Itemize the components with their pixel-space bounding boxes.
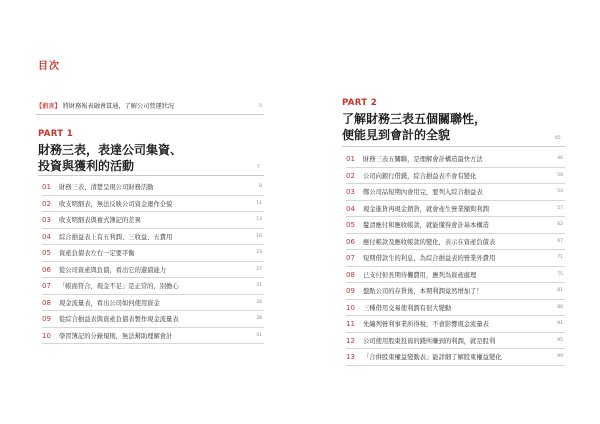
chapter-number: 06 (42, 265, 51, 274)
chapter-page-number: 67 (557, 238, 563, 244)
part1-chapter-list (42, 179, 264, 344)
chapter-page-number: 11 (256, 200, 262, 206)
chapter-page-number: 13 (256, 217, 262, 222)
chapter-number: 08 (42, 298, 51, 307)
part2-heading-line2: 便能見到會計的全貌 (342, 128, 451, 142)
chapter-title: 收支明細表與複式簿記的差異 (59, 217, 141, 224)
chapter-title: 「合併股東權益變動表」能詳細了解股東權益變化 (363, 354, 502, 361)
chapter-page-number: 95 (557, 337, 563, 343)
chapter-title: 公司向銀行借錢，綜合損益表不會有變化 (363, 172, 477, 180)
chapter-page-number: 38 (256, 316, 262, 321)
chapter-title: 釐清應付和應收帳款，就能懂得會計基本構造 (363, 222, 489, 229)
chapter-row[interactable] (346, 201, 565, 218)
part1-page-number: 7 (257, 165, 260, 170)
chapter-page-number: 57 (557, 205, 563, 211)
chapter-number: 03 (346, 188, 355, 196)
chapter-title: 財務三表，清楚呈現公司財務活動 (59, 184, 154, 191)
chapter-row[interactable] (42, 262, 264, 279)
part1-label: PART 1 (38, 129, 74, 139)
chapter-number: 05 (346, 221, 355, 229)
chapter-row[interactable] (346, 316, 565, 333)
chapter-row[interactable] (346, 184, 565, 201)
chapter-title: 收支明細表，無法反映公司資金運作全貌 (59, 200, 173, 208)
chapter-row[interactable] (42, 229, 264, 246)
chapter-row[interactable] (346, 217, 565, 234)
chapter-row[interactable] (42, 311, 264, 328)
chapter-number: 11 (346, 320, 355, 328)
chapter-page-number: 50 (557, 172, 563, 178)
chapter-number: 10 (346, 303, 355, 312)
chapter-title: 應付帳款及應收帳款的變化，表示在資產負債表 (363, 238, 496, 246)
chapter-number: 05 (42, 249, 51, 257)
chapter-row[interactable] (346, 349, 565, 366)
chapter-row[interactable] (346, 267, 565, 284)
chapter-title: 已支付但長期待攤費用，應列為資產處理 (363, 271, 477, 279)
chapter-row[interactable] (346, 333, 565, 350)
chapter-title: 先編列營利事業所得稅，不會影響現金流量表 (363, 321, 489, 328)
chapter-number: 09 (42, 315, 51, 323)
chapter-row[interactable] (42, 245, 264, 262)
chapter-row[interactable] (346, 250, 565, 267)
chapter-number: 06 (346, 237, 355, 246)
chapter-row[interactable] (42, 179, 264, 196)
chapter-title: 公司使用股東投資的錢所賺到的利潤，就是股利 (363, 337, 496, 345)
chapter-page-number: 8 (259, 184, 262, 189)
chapter-row[interactable] (346, 168, 565, 185)
chapter-title: 資產負債表左右一定要平衡 (59, 250, 135, 257)
chapter-row[interactable] (42, 196, 264, 213)
chapter-number: 07 (346, 254, 355, 262)
chapter-title: 財務三表五關聯，是理解會計構造最快方法 (363, 156, 483, 163)
part2-page-number: 45 (555, 136, 561, 141)
chapter-number: 07 (42, 282, 51, 290)
chapter-title: 盤點公司的存貨後，本期利潤竟然增加了！ (363, 288, 483, 295)
chapter-page-number: 16 (256, 233, 262, 239)
chapter-title: 三種借用交易使利潤有很大變動 (363, 304, 452, 312)
chapter-number: 08 (346, 270, 355, 279)
chapter-page-number: 86 (557, 304, 563, 310)
chapter-number: 01 (346, 155, 355, 163)
chapter-row[interactable] (42, 295, 264, 312)
part1-heading[interactable] (38, 142, 182, 174)
chapter-row[interactable] (346, 300, 565, 317)
chapter-number: 02 (346, 171, 355, 180)
part2-chapter-list (346, 151, 565, 366)
chapter-row[interactable] (346, 151, 565, 168)
chapter-title: 短期借款生的利息，為綜合損益表的營業外費用 (363, 255, 496, 262)
chapter-page-number: 75 (557, 271, 563, 277)
toc-title: 目次 (38, 61, 60, 72)
part1-heading-line1: 財務三表，表達公司集資、 (38, 143, 183, 157)
preface-page-number: 5 (259, 104, 262, 109)
chapter-number: 10 (42, 331, 51, 340)
part1-heading-line2: 投資與獲利的活動 (38, 159, 135, 173)
part2-heading-line1: 了解財務三表五個關聯性， (342, 112, 487, 126)
chapter-number: 04 (346, 204, 355, 213)
chapter-row[interactable] (346, 283, 565, 300)
chapter-row[interactable] (346, 234, 565, 251)
chapter-number: 01 (42, 183, 51, 191)
chapter-title: 從綜合損益表與資產負債表製作現金流量表 (59, 316, 179, 323)
chapter-number: 02 (42, 199, 51, 208)
chapter-page-number: 62 (557, 222, 563, 227)
chapter-page-number: 34 (256, 299, 262, 305)
part1-divider (38, 175, 264, 176)
chapter-page-number: 91 (557, 321, 563, 326)
chapter-page-number: 31 (256, 283, 262, 288)
chapter-title: 鄭公司品短期內會用完，要列入綜合損益表 (363, 189, 483, 196)
chapter-page-number: 46 (557, 156, 563, 161)
chapter-page-number: 81 (557, 288, 563, 293)
chapter-title: 綜合損益表上有五利潤、三收益、五費用 (59, 233, 173, 241)
part2-heading[interactable] (342, 111, 486, 143)
chapter-page-number: 99 (557, 354, 563, 359)
chapter-page-number: 54 (557, 189, 563, 194)
chapter-row[interactable] (42, 278, 264, 295)
part2-label: PART 2 (342, 98, 378, 108)
chapter-page-number: 71 (557, 255, 563, 260)
chapter-page-number: 23 (256, 250, 262, 255)
preface-text: 將財務報表融會貫通，了解公司營運狀況 (62, 103, 175, 110)
chapter-page-number: 27 (256, 266, 262, 272)
chapter-title: 現金流量表，看出公司如何使用資金 (59, 299, 160, 307)
chapter-number: 12 (346, 336, 355, 345)
chapter-row[interactable] (42, 212, 264, 229)
chapter-title: 現金進貨再現金銷貨，就會產生營業額與利潤 (363, 205, 489, 213)
chapter-row[interactable] (42, 328, 264, 345)
chapter-number: 03 (42, 216, 51, 224)
chapter-page-number: 41 (256, 332, 262, 338)
chapter-number: 13 (346, 353, 355, 361)
preface-tag: 【前言】 (36, 103, 61, 110)
chapter-number: 09 (346, 287, 355, 295)
chapter-title: 學習簿記的分錄規則，無法幫助理解會計 (59, 332, 173, 340)
part2-divider (342, 146, 565, 147)
chapter-title: 從公司資產與負債，看出它的還債能力 (59, 266, 167, 274)
chapter-title: 「帳面符合，現金不足」是正常的，別擔心 (59, 283, 179, 290)
preface-entry[interactable] (36, 101, 264, 115)
chapter-number: 04 (42, 232, 51, 241)
